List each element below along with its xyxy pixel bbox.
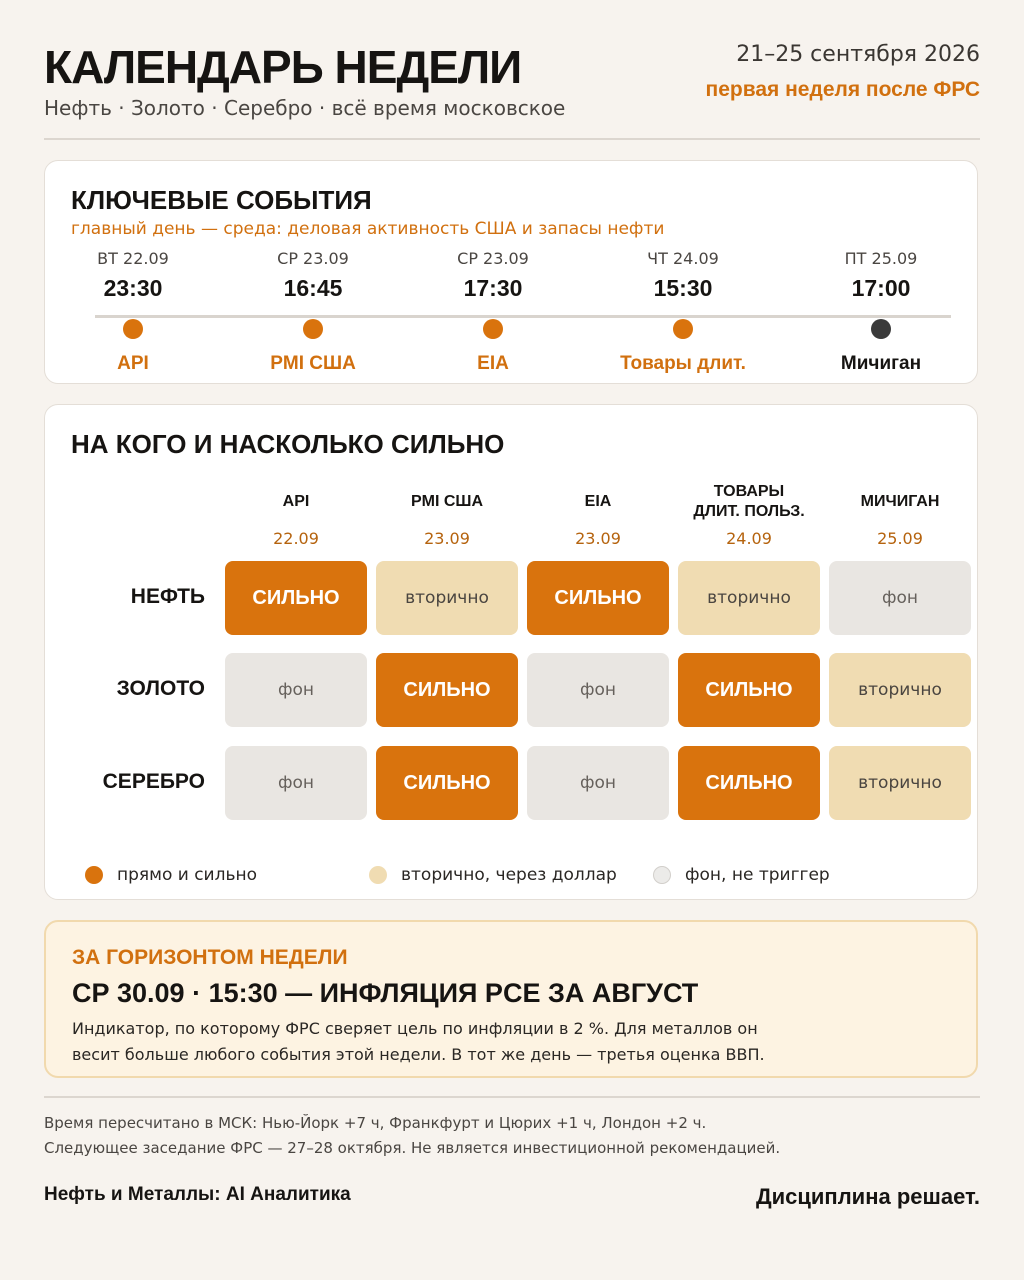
impact-cell: вторично: [678, 561, 820, 635]
timeline-event: [58, 249, 208, 375]
column-header: API: [282, 493, 310, 510]
impact-cell: фон: [225, 746, 367, 820]
impact-cell: вторично: [829, 746, 971, 820]
legend-label: вторично, через доллар: [401, 865, 617, 885]
legend-label: фон, не триггер: [685, 865, 830, 885]
legend-item: [85, 865, 257, 885]
footer-line-1: Время пересчитано в МСК: Нью-Йорк +7 ч, Франкфурт и Цюрих +1 ч, Лондон +2 ч.: [44, 1114, 707, 1132]
timeline-dot: [123, 319, 143, 339]
impact-cell: СИЛЬНО: [527, 561, 669, 635]
column-date: 24.09: [726, 529, 772, 548]
column-date: 22.09: [273, 529, 319, 548]
impact-cell: фон: [527, 653, 669, 727]
horizon-title: СР 30.09 · 15:30 — ИНФЛЯЦИЯ PCE ЗА АВГУСТ: [72, 978, 699, 1008]
horizon-label: ЗА ГОРИЗОНТОМ НЕДЕЛИ: [72, 946, 348, 969]
impact-cell: СИЛЬНО: [678, 653, 820, 727]
timeline-dot: [303, 319, 323, 339]
brand-name: Нефть и Металлы: AI Аналитика: [44, 1184, 351, 1205]
event-time: 17:30: [463, 275, 523, 301]
event-time: 17:00: [851, 275, 911, 301]
key-events-card: [44, 160, 978, 384]
event-day: ВТ 22.09: [97, 249, 169, 268]
impact-cell: СИЛЬНО: [678, 746, 820, 820]
column-header: МИЧИГАН: [860, 493, 940, 510]
horizon-card: [44, 920, 978, 1078]
week-dates: 21–25 сентября 2026: [736, 42, 980, 67]
event-name: Мичиган: [840, 353, 922, 374]
row-label: СЕРЕБРО: [102, 770, 205, 793]
header-divider: [44, 138, 980, 140]
impact-cell: фон: [527, 746, 669, 820]
timeline-dot: [871, 319, 891, 339]
timeline-dot: [483, 319, 503, 339]
timeline-event: [418, 249, 568, 375]
timeline-event: [806, 249, 956, 375]
event-time: 16:45: [283, 275, 343, 301]
event-name: Товары длит.: [620, 353, 746, 374]
motto: Дисциплина решает.: [755, 1184, 980, 1209]
impact-cell: СИЛЬНО: [225, 561, 367, 635]
event-day: ЧТ 24.09: [647, 249, 719, 268]
timeline-event: [608, 249, 758, 375]
event-name: API: [117, 353, 149, 374]
impact-cell: вторично: [376, 561, 518, 635]
column-date: 23.09: [575, 529, 621, 548]
column-header: EIA: [584, 493, 612, 510]
event-time: 23:30: [103, 275, 163, 301]
column-header: ТОВАРЫ ДЛИТ. ПОЛЬЗ.: [693, 483, 805, 520]
legend-dot-icon: [85, 866, 103, 884]
page-header: [44, 36, 980, 136]
page-subtitle: Нефть · Золото · Серебро · всё время московское: [44, 96, 566, 120]
event-name: PMI США: [270, 353, 356, 374]
event-day: СР 23.09: [457, 249, 529, 268]
column-date: 25.09: [877, 529, 923, 548]
column-date: 23.09: [424, 529, 470, 548]
impact-cell: фон: [829, 561, 971, 635]
week-note: первая неделя после ФРС: [705, 78, 980, 101]
page-title: КАЛЕНДАРЬ НЕДЕЛИ: [44, 41, 522, 93]
impact-cell: вторично: [829, 653, 971, 727]
horizon-text: Индикатор, по которому ФРС сверяет цель по инфляции в 2 %. Для металлов он весит больше любого события этой недели. В тот же день — третья оценка ВВП.: [72, 1019, 765, 1064]
event-name: EIA: [477, 353, 509, 374]
footer-divider: [44, 1096, 980, 1098]
impact-cell: СИЛЬНО: [376, 746, 518, 820]
event-day: ПТ 25.09: [844, 249, 918, 268]
row-label: ЗОЛОТО: [116, 677, 205, 700]
column-header: PMI США: [410, 493, 484, 510]
legend-dot-icon: [369, 866, 387, 884]
key-events-title: КЛЮЧЕВЫЕ СОБЫТИЯ: [71, 185, 372, 215]
event-day: СР 23.09: [277, 249, 349, 268]
timeline-event: [238, 249, 388, 375]
footer-line-2: Следующее заседание ФРС — 27–28 октября. Не является инвестиционной рекомендацией.: [44, 1139, 781, 1157]
timeline-dot: [673, 319, 693, 339]
impact-title: НА КОГО И НАСКОЛЬКО СИЛЬНО: [71, 429, 505, 459]
key-events-subtitle: главный день — среда: деловая активность США и запасы нефти: [71, 219, 665, 239]
impact-cell: СИЛЬНО: [376, 653, 518, 727]
impact-card: [44, 404, 978, 900]
legend-label: прямо и сильно: [117, 865, 258, 885]
impact-cell: фон: [225, 653, 367, 727]
event-time: 15:30: [653, 275, 713, 301]
legend-dot-icon: [653, 866, 671, 884]
legend-item: [653, 865, 830, 885]
row-label: НЕФТЬ: [130, 585, 205, 608]
legend-item: [369, 865, 617, 885]
